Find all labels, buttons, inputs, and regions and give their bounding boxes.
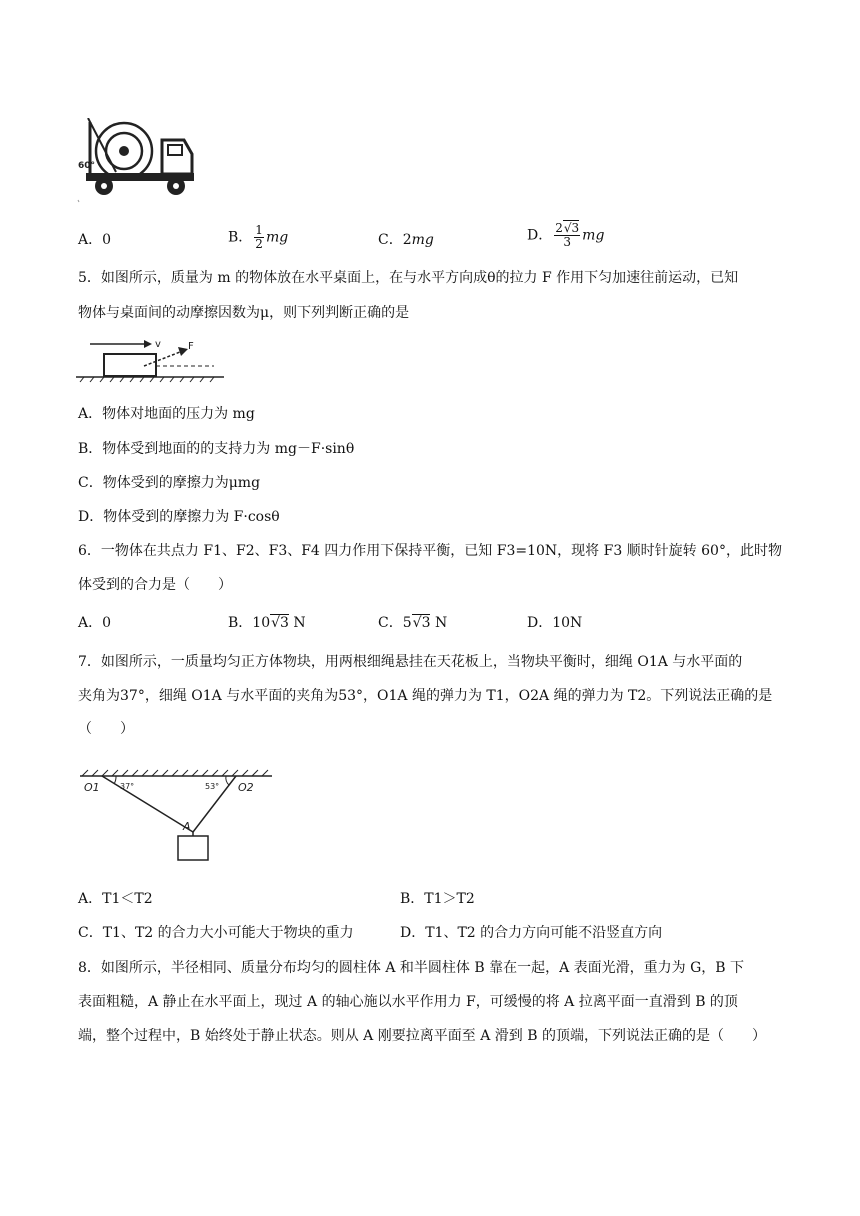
q8-stem-line3: 端，整个过程中，B 始终处于静止状态。则从 A 刚要拉离平面至 A 滑到 B 的顶端，下列说法正确的是（ ） [78, 1028, 766, 1044]
q7-hanging-block-figure [76, 764, 276, 864]
q5-force-label: F [188, 341, 194, 352]
q6-option-d: D．10N [527, 615, 583, 631]
q5-option-b: B．物体受到地面的的支持力为 mg－F·sinθ [78, 441, 355, 457]
q7-option-c: C．T1、T2 的合力大小可能大于物块的重力 [78, 925, 354, 941]
q7-o2-label: O2 [238, 781, 254, 794]
q7-angle1-label: 37° [120, 782, 135, 791]
q5-option-c: C．物体受到的摩擦力为μmg [78, 475, 261, 491]
q7-a-label: A [183, 820, 191, 833]
q7-angle2-label: 53° [205, 782, 220, 791]
q7-option-a: A．T1＜T2 [78, 891, 153, 907]
q7-stem-line1: 7．如图所示，一质量均匀正方体物块，用两根细绳悬挂在天花板上，当物块平衡时，细绳 O1A 与水平面的 [78, 654, 743, 670]
q4-option-b: B． $\frac{1}{2}$ mg [228, 223, 289, 251]
q5-velocity-label: v [155, 339, 161, 350]
q5-option-d: D．物体受到的摩擦力为 F·cosθ [78, 509, 280, 525]
q7-stem-line3: （ ） [78, 721, 134, 737]
q6-option-b: B．10√3 N [228, 615, 306, 631]
q5-stem-line1: 5．如图所示，质量为 m 的物体放在水平桌面上，在与水平方向成θ的拉力 F 作用下匀加速往前运动，已知 [78, 270, 739, 286]
q4-option-d: D． $\frac{2√3}{3}$ mg [527, 221, 605, 249]
q4-option-c: C．2mg [378, 232, 434, 248]
q7-o1-label: O1 [84, 781, 100, 794]
q7-option-d: D．T1、T2 的合力方向可能不沿竖直方向 [400, 925, 663, 941]
q6-option-a: A．0 [78, 615, 112, 631]
q7-option-b: B．T1＞T2 [400, 891, 475, 907]
q7-stem-line2: 夹角为37°，细绳 O1A 与水平面的夹角为53°，O1A 绳的弹力为 T1，O2A 绳的弹力为 T2。下列说法正确的是 [78, 688, 773, 704]
q8-stem-line1: 8．如图所示，半径相同、质量分布均匀的圆柱体 A 和半圆柱体 B 靠在一起，A 表面光滑，重力为 G，B 下 [78, 960, 745, 976]
q5-stem-line2: 物体与桌面间的动摩擦因数为μ，则下列判断正确的是 [78, 305, 410, 321]
q6-stem-line1: 6．一物体在共点力 F1、F2、F3、F4 四力作用下保持平衡，已知 F3=10N，现将 F3 顺时针旋转 60°，此时物 [78, 543, 782, 559]
q6-stem-line2: 体受到的合力是（ ） [78, 577, 232, 593]
q4-truck-figure [76, 118, 202, 206]
q5-block-figure [76, 334, 226, 386]
q6-option-c: C．5√3 N [378, 615, 448, 631]
q5-option-a: A．物体对地面的压力为 mg [78, 406, 255, 422]
q4-option-a: A．0 [78, 232, 112, 248]
q4-angle-label: 60° [78, 161, 96, 171]
q8-stem-line2: 表面粗糙，A 静止在水平面上，现过 A 的轴心施以水平作用力 F，可缓慢的将 A 拉离平面一直滑到 B 的顶 [78, 994, 738, 1010]
